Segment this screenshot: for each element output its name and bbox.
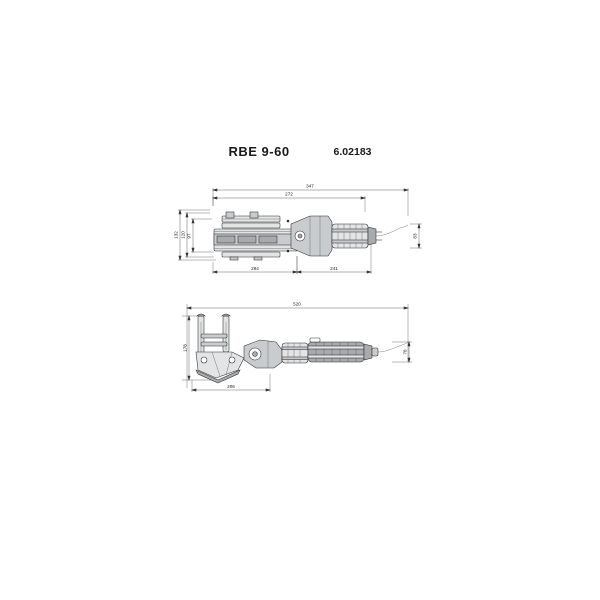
dim-label-284: 284	[251, 266, 259, 271]
dim-label-132: 132	[173, 231, 179, 239]
side-view-drawing	[160, 296, 440, 406]
dim-label-347: 347	[306, 183, 314, 189]
tool-side-illustration	[196, 314, 408, 383]
dim-label-78: 78	[402, 349, 408, 355]
dim-label-120: 120	[180, 231, 186, 239]
tool-top-illustration	[214, 212, 408, 260]
dim-label-272: 272	[285, 191, 293, 197]
dim-97	[187, 219, 215, 252]
dim-272	[213, 192, 365, 213]
dim-label-206: 206	[227, 384, 235, 389]
dim-label-178: 178	[182, 344, 188, 352]
dim-83	[410, 224, 422, 248]
order-code: 6.02183	[333, 146, 372, 158]
page-title: RBE 9-60	[228, 144, 290, 159]
dim-label-241: 241	[330, 266, 338, 271]
dim-347	[213, 184, 408, 217]
top-view-drawing	[160, 172, 440, 284]
dim-label-97: 97	[186, 233, 192, 239]
dim-label-520: 520	[293, 301, 301, 307]
dim-label-83: 83	[412, 233, 418, 239]
title-block	[0, 143, 600, 161]
